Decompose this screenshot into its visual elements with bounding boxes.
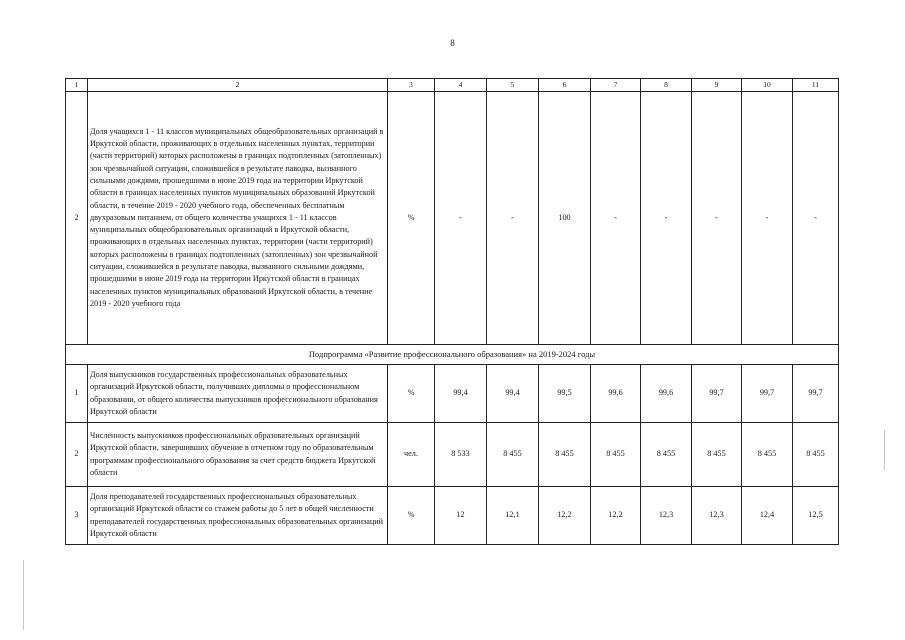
table-row bbox=[66, 423, 839, 487]
value-cell: - bbox=[692, 92, 742, 345]
table-row bbox=[66, 92, 839, 345]
value-cell: 8 455 bbox=[641, 423, 692, 487]
value-cell: 99,6 bbox=[641, 365, 692, 423]
row-number: 1 bbox=[66, 365, 88, 423]
value-cell: 12 bbox=[435, 487, 487, 545]
value-cell: 99,7 bbox=[793, 365, 839, 423]
subprogram-title: Подпрограмма «Развитие профессионального образования» на 2019-2024 годы bbox=[66, 345, 839, 365]
page-number: 8 bbox=[450, 38, 455, 48]
column-number-header: 7 bbox=[591, 79, 641, 92]
value-cell: - bbox=[487, 92, 539, 345]
value-cell: 12,4 bbox=[742, 487, 793, 545]
value-cell: 8 455 bbox=[692, 423, 742, 487]
table-row bbox=[66, 365, 839, 423]
value-cell: 99,5 bbox=[539, 365, 591, 423]
column-number-header: 1 bbox=[66, 79, 88, 92]
scan-artifact bbox=[23, 560, 24, 630]
value-cell: 12,5 bbox=[793, 487, 839, 545]
value-cell: 99,4 bbox=[435, 365, 487, 423]
row-number: 2 bbox=[66, 423, 88, 487]
column-number-header: 5 bbox=[487, 79, 539, 92]
column-number-header: 9 bbox=[692, 79, 742, 92]
column-number-header: 4 bbox=[435, 79, 487, 92]
column-number-header: 11 bbox=[793, 79, 839, 92]
value-cell: 99,7 bbox=[692, 365, 742, 423]
indicator-description: Доля учащихся 1 - 11 классов муниципальных общеобразовательных организаций в Иркутской области, проживающих в отдельных населенных пунктах, территории (части территорий) которых расположены в границах подтопленных (затопленных) зон чрезвычайной ситуации, сложившейся в результате паводка, вызванного сильными дождями, прошедшими в июне 2019 года на территории Иркутской области в границах населенных пунктов муниципальных образований Иркутской области, в течение 2019 - 2020 учебного года, обеспеченных бесплатным двухразовым питанием, от общего количества учащихся 1 - 11 классов муниципальных общеобразовательных организаций в Иркутской области, проживающих в отдельных населенных пунктах, территории (части территорий) которых расположены в границах подтопленных (затопленных) зон чрезвычайной ситуации, сложившейся в результате паводка, вызванного сильными дождями, прошедшими в июне 2019 года на территории Иркутской области в границах населенных пунктов муниципальных образований Иркутской области, в течение 2019 - 2020 учебного года bbox=[88, 92, 388, 345]
indicator-description: Доля выпускников государственных профессиональных образовательных организаций Иркутской области, получивших дипломы о профессиональном образовании, от общего количества выпускников профессионального образования Иркутской области bbox=[88, 365, 388, 423]
value-cell: 12,2 bbox=[539, 487, 591, 545]
unit-cell: % bbox=[388, 487, 435, 545]
value-cell: - bbox=[742, 92, 793, 345]
indicator-description: Численность выпускников профессиональных образовательных организаций Иркутской области, завершивших обучение в отчетном году по образовательным программам профессионального образования за счет средств бюджета Иркутской области bbox=[88, 423, 388, 487]
unit-cell: чел. bbox=[388, 423, 435, 487]
value-cell: 99,6 bbox=[591, 365, 641, 423]
value-cell: 8 455 bbox=[742, 423, 793, 487]
value-cell: 8 455 bbox=[487, 423, 539, 487]
scan-artifact bbox=[884, 430, 885, 470]
value-cell: - bbox=[641, 92, 692, 345]
unit-cell: % bbox=[388, 365, 435, 423]
column-number-header: 6 bbox=[539, 79, 591, 92]
unit-cell: % bbox=[388, 92, 435, 345]
indicator-description: Доля преподавателей государственных профессиональных образовательных организаций Иркутской области со стажем работы до 5 лет в общей численности преподавателей государственных профессиональных образовательных организаций Иркутской области bbox=[88, 487, 388, 545]
column-number-header: 10 bbox=[742, 79, 793, 92]
indicators-table bbox=[65, 78, 839, 545]
value-cell: 12,3 bbox=[692, 487, 742, 545]
value-cell: 8 455 bbox=[539, 423, 591, 487]
value-cell: 8 533 bbox=[435, 423, 487, 487]
row-number: 3 bbox=[66, 487, 88, 545]
table-header-row bbox=[66, 79, 839, 92]
value-cell: 12,1 bbox=[487, 487, 539, 545]
value-cell: - bbox=[435, 92, 487, 345]
subprogram-heading-row bbox=[66, 345, 839, 365]
table-row bbox=[66, 487, 839, 545]
column-number-header: 3 bbox=[388, 79, 435, 92]
value-cell: 8 455 bbox=[793, 423, 839, 487]
column-number-header: 2 bbox=[88, 79, 388, 92]
row-number: 2 bbox=[66, 92, 88, 345]
value-cell: 12,3 bbox=[641, 487, 692, 545]
value-cell: - bbox=[793, 92, 839, 345]
value-cell: 100 bbox=[539, 92, 591, 345]
value-cell: 99,7 bbox=[742, 365, 793, 423]
value-cell: 99,4 bbox=[487, 365, 539, 423]
value-cell: 12,2 bbox=[591, 487, 641, 545]
value-cell: 8 455 bbox=[591, 423, 641, 487]
value-cell: - bbox=[591, 92, 641, 345]
column-number-header: 8 bbox=[641, 79, 692, 92]
